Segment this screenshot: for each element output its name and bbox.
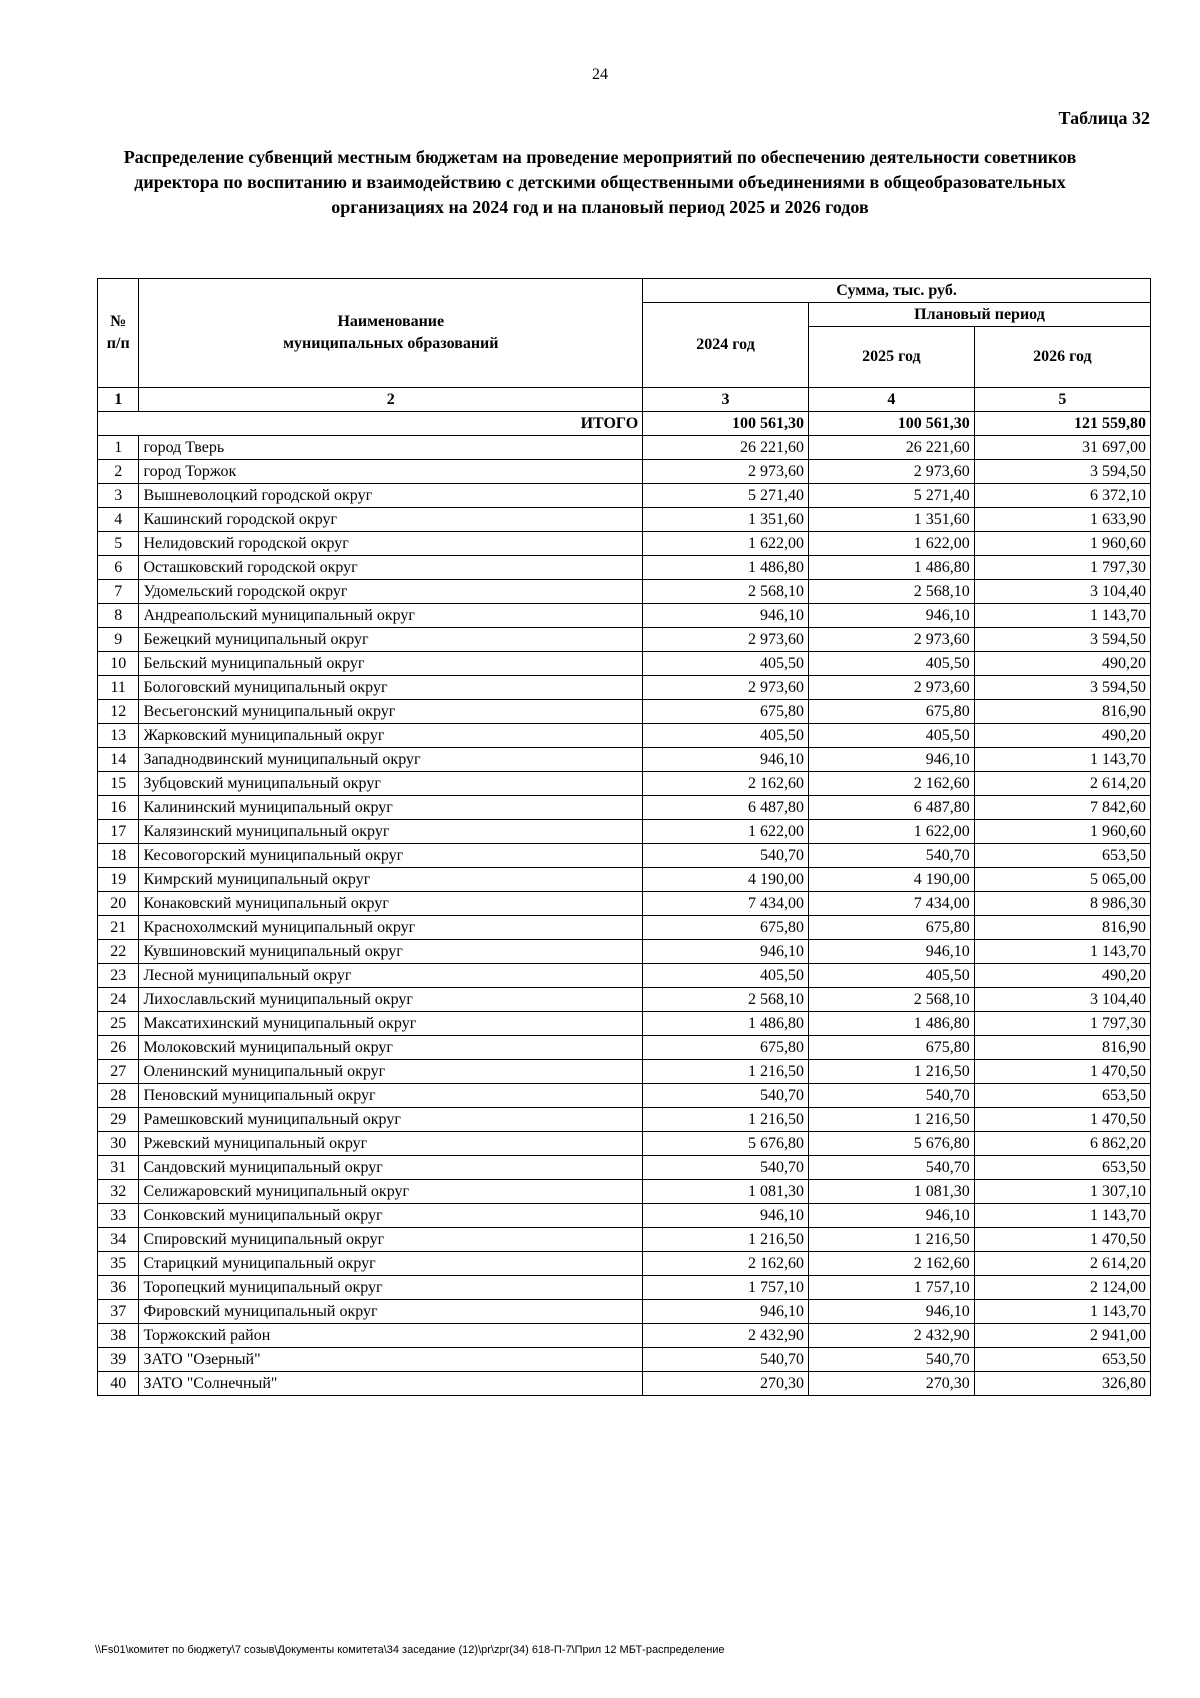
row-2024: 405,50 <box>643 652 809 676</box>
column-number-row <box>98 388 1151 412</box>
row-2025: 2 568,10 <box>808 580 974 604</box>
row-2024: 675,80 <box>643 1036 809 1060</box>
row-number: 20 <box>98 892 139 916</box>
row-name: ЗАТО "Солнечный" <box>139 1372 643 1396</box>
row-2025: 946,10 <box>808 748 974 772</box>
row-2025: 7 434,00 <box>808 892 974 916</box>
header-name-line2: муниципальных образований <box>283 335 499 352</box>
row-2025: 2 432,90 <box>808 1324 974 1348</box>
row-2025: 5 676,80 <box>808 1132 974 1156</box>
row-2024: 1 757,10 <box>643 1276 809 1300</box>
row-2025: 2 162,60 <box>808 772 974 796</box>
row-2024: 2 162,60 <box>643 772 809 796</box>
row-name: Сонковский муниципальный округ <box>139 1204 643 1228</box>
row-2024: 1 081,30 <box>643 1180 809 1204</box>
row-name: Кашинский городской округ <box>139 508 643 532</box>
row-number: 6 <box>98 556 139 580</box>
table-row <box>98 796 1151 820</box>
row-name: Сандовский муниципальный округ <box>139 1156 643 1180</box>
row-2024: 1 622,00 <box>643 820 809 844</box>
row-number: 32 <box>98 1180 139 1204</box>
total-2026: 121 559,80 <box>974 412 1150 436</box>
table-row <box>98 1204 1151 1228</box>
row-2026: 490,20 <box>974 964 1150 988</box>
row-name: Кесовогорский муниципальный округ <box>139 844 643 868</box>
row-name: Жарковский муниципальный округ <box>139 724 643 748</box>
row-name: Конаковский муниципальный округ <box>139 892 643 916</box>
row-2024: 270,30 <box>643 1372 809 1396</box>
table-row <box>98 556 1151 580</box>
row-2026: 3 594,50 <box>974 460 1150 484</box>
row-name: Кувшиновский муниципальный округ <box>139 940 643 964</box>
table-row <box>98 580 1151 604</box>
row-2026: 2 124,00 <box>974 1276 1150 1300</box>
row-2025: 1 216,50 <box>808 1108 974 1132</box>
row-name: Пеновский муниципальный округ <box>139 1084 643 1108</box>
row-2024: 405,50 <box>643 724 809 748</box>
row-2024: 2 973,60 <box>643 628 809 652</box>
row-number: 28 <box>98 1084 139 1108</box>
row-number: 40 <box>98 1372 139 1396</box>
table-row <box>98 988 1151 1012</box>
table-label: Таблица 32 <box>1058 108 1150 128</box>
row-2024: 7 434,00 <box>643 892 809 916</box>
footer-file-path: \\Fs01\комитет по бюджету\7 созыв\Документы комитета\34 заседание (12)\pr\zpr(34) 618-П-7\Прил 12 МБТ-распределение <box>95 1644 725 1656</box>
row-number: 30 <box>98 1132 139 1156</box>
table-row <box>98 1372 1151 1396</box>
row-name: Весьегонский муниципальный округ <box>139 700 643 724</box>
row-2025: 2 973,60 <box>808 676 974 700</box>
table-row <box>98 1108 1151 1132</box>
row-2025: 675,80 <box>808 916 974 940</box>
row-name: ЗАТО "Озерный" <box>139 1348 643 1372</box>
row-2026: 31 697,00 <box>974 436 1150 460</box>
row-2026: 6 372,10 <box>974 484 1150 508</box>
row-2026: 1 960,60 <box>974 532 1150 556</box>
row-2024: 4 190,00 <box>643 868 809 892</box>
row-2026: 2 941,00 <box>974 1324 1150 1348</box>
table-row <box>98 820 1151 844</box>
row-2025: 1 757,10 <box>808 1276 974 1300</box>
table-row <box>98 964 1151 988</box>
row-2024: 946,10 <box>643 1204 809 1228</box>
col-num: 5 <box>974 388 1150 412</box>
row-2025: 2 973,60 <box>808 628 974 652</box>
row-name: Селижаровский муниципальный округ <box>139 1180 643 1204</box>
row-2024: 540,70 <box>643 1348 809 1372</box>
row-name: Нелидовский городской округ <box>139 532 643 556</box>
row-2024: 2 973,60 <box>643 676 809 700</box>
row-name: Фировский муниципальный округ <box>139 1300 643 1324</box>
row-2025: 540,70 <box>808 1084 974 1108</box>
row-2024: 2 568,10 <box>643 988 809 1012</box>
total-label: ИТОГО <box>98 412 643 436</box>
row-name: Молоковский муниципальный округ <box>139 1036 643 1060</box>
row-number: 12 <box>98 700 139 724</box>
row-2026: 2 614,20 <box>974 1252 1150 1276</box>
header-name-line1: Наименование <box>337 313 445 330</box>
row-name: Лихославльский муниципальный округ <box>139 988 643 1012</box>
table-row <box>98 1324 1151 1348</box>
row-name: город Торжок <box>139 460 643 484</box>
row-2026: 1 143,70 <box>974 1300 1150 1324</box>
table-row <box>98 724 1151 748</box>
row-2026: 816,90 <box>974 700 1150 724</box>
table-row <box>98 676 1151 700</box>
row-2025: 946,10 <box>808 604 974 628</box>
row-2026: 3 104,40 <box>974 580 1150 604</box>
row-2026: 1 143,70 <box>974 940 1150 964</box>
total-2024: 100 561,30 <box>643 412 809 436</box>
table-row <box>98 916 1151 940</box>
row-2026: 1 470,50 <box>974 1060 1150 1084</box>
row-2025: 540,70 <box>808 844 974 868</box>
table-row <box>98 1036 1151 1060</box>
row-number: 21 <box>98 916 139 940</box>
row-2026: 3 104,40 <box>974 988 1150 1012</box>
row-2025: 270,30 <box>808 1372 974 1396</box>
row-number: 31 <box>98 1156 139 1180</box>
row-2024: 1 216,50 <box>643 1228 809 1252</box>
row-name: Бежецкий муниципальный округ <box>139 628 643 652</box>
row-name: Вышневолоцкий городской округ <box>139 484 643 508</box>
row-2025: 405,50 <box>808 724 974 748</box>
table-row <box>98 436 1151 460</box>
row-2024: 26 221,60 <box>643 436 809 460</box>
table-row <box>98 1300 1151 1324</box>
row-2025: 1 081,30 <box>808 1180 974 1204</box>
row-name: Зубцовский муниципальный округ <box>139 772 643 796</box>
row-name: Торопецкий муниципальный округ <box>139 1276 643 1300</box>
table-row <box>98 628 1151 652</box>
table-row <box>98 508 1151 532</box>
row-2024: 675,80 <box>643 700 809 724</box>
header-plan-period: Плановый период <box>808 303 1150 327</box>
row-2026: 653,50 <box>974 1348 1150 1372</box>
row-2025: 2 568,10 <box>808 988 974 1012</box>
row-name: Удомельский городской округ <box>139 580 643 604</box>
table-row <box>98 1156 1151 1180</box>
row-2024: 6 487,80 <box>643 796 809 820</box>
row-2025: 675,80 <box>808 700 974 724</box>
row-number: 38 <box>98 1324 139 1348</box>
row-number: 36 <box>98 1276 139 1300</box>
table-row <box>98 748 1151 772</box>
row-2025: 405,50 <box>808 652 974 676</box>
row-number: 17 <box>98 820 139 844</box>
row-2024: 2 432,90 <box>643 1324 809 1348</box>
row-2026: 1 143,70 <box>974 604 1150 628</box>
row-2024: 946,10 <box>643 940 809 964</box>
col-num: 4 <box>808 388 974 412</box>
row-2025: 2 162,60 <box>808 1252 974 1276</box>
table-row <box>98 868 1151 892</box>
row-number: 9 <box>98 628 139 652</box>
row-number: 5 <box>98 532 139 556</box>
row-2026: 816,90 <box>974 1036 1150 1060</box>
row-name: Краснохолмский муниципальный округ <box>139 916 643 940</box>
row-number: 1 <box>98 436 139 460</box>
row-2024: 1 486,80 <box>643 1012 809 1036</box>
table-row <box>98 1132 1151 1156</box>
row-2026: 8 986,30 <box>974 892 1150 916</box>
row-2024: 2 973,60 <box>643 460 809 484</box>
row-2025: 540,70 <box>808 1348 974 1372</box>
row-name: Западнодвинский муниципальный округ <box>139 748 643 772</box>
row-2026: 653,50 <box>974 844 1150 868</box>
subvention-table <box>97 278 1151 1396</box>
row-2024: 5 271,40 <box>643 484 809 508</box>
row-2026: 7 842,60 <box>974 796 1150 820</box>
table-row <box>98 1084 1151 1108</box>
row-2025: 26 221,60 <box>808 436 974 460</box>
table-row <box>98 532 1151 556</box>
row-2024: 675,80 <box>643 916 809 940</box>
row-number: 7 <box>98 580 139 604</box>
row-2026: 653,50 <box>974 1156 1150 1180</box>
total-row <box>98 412 1151 436</box>
row-2025: 946,10 <box>808 940 974 964</box>
table-row <box>98 940 1151 964</box>
row-2026: 1 960,60 <box>974 820 1150 844</box>
row-name: Спировский муниципальный округ <box>139 1228 643 1252</box>
table-row <box>98 1060 1151 1084</box>
row-2026: 1 470,50 <box>974 1228 1150 1252</box>
row-2025: 1 486,80 <box>808 1012 974 1036</box>
row-2025: 1 622,00 <box>808 532 974 556</box>
row-2025: 6 487,80 <box>808 796 974 820</box>
table-row <box>98 772 1151 796</box>
row-2026: 490,20 <box>974 652 1150 676</box>
row-number: 22 <box>98 940 139 964</box>
row-name: Торжокский район <box>139 1324 643 1348</box>
row-2025: 1 216,50 <box>808 1228 974 1252</box>
header-2025: 2025 год <box>808 327 974 388</box>
row-2024: 1 351,60 <box>643 508 809 532</box>
table-row <box>98 1012 1151 1036</box>
row-2025: 4 190,00 <box>808 868 974 892</box>
row-number: 8 <box>98 604 139 628</box>
table-row <box>98 700 1151 724</box>
row-2025: 946,10 <box>808 1204 974 1228</box>
table-row <box>98 1276 1151 1300</box>
table-row <box>98 652 1151 676</box>
header-sum: Сумма, тыс. руб. <box>643 279 1151 303</box>
row-2026: 326,80 <box>974 1372 1150 1396</box>
row-name: Рамешковский муниципальный округ <box>139 1108 643 1132</box>
table-row <box>98 1228 1151 1252</box>
table-row <box>98 1348 1151 1372</box>
row-number: 18 <box>98 844 139 868</box>
total-2025: 100 561,30 <box>808 412 974 436</box>
row-number: 19 <box>98 868 139 892</box>
row-2026: 653,50 <box>974 1084 1150 1108</box>
row-name: Осташковский городской округ <box>139 556 643 580</box>
row-number: 13 <box>98 724 139 748</box>
row-2025: 5 271,40 <box>808 484 974 508</box>
row-2024: 405,50 <box>643 964 809 988</box>
row-number: 27 <box>98 1060 139 1084</box>
col-num: 3 <box>643 388 809 412</box>
row-number: 23 <box>98 964 139 988</box>
header-no: № п/п <box>98 279 139 388</box>
row-name: Калининский муниципальный округ <box>139 796 643 820</box>
row-number: 3 <box>98 484 139 508</box>
row-number: 14 <box>98 748 139 772</box>
row-name: Лесной муниципальный округ <box>139 964 643 988</box>
row-2026: 1 797,30 <box>974 556 1150 580</box>
row-2026: 3 594,50 <box>974 676 1150 700</box>
row-2024: 1 216,50 <box>643 1108 809 1132</box>
row-2024: 1 486,80 <box>643 556 809 580</box>
row-2026: 2 614,20 <box>974 772 1150 796</box>
row-2026: 1 307,10 <box>974 1180 1150 1204</box>
row-number: 25 <box>98 1012 139 1036</box>
table-row <box>98 844 1151 868</box>
row-number: 39 <box>98 1348 139 1372</box>
document-title: Распределение субвенций местным бюджетам на проведение мероприятий по обеспечению деятельности советников директора по воспитанию и взаимодействию с детскими общественными объединениями в общеобразовательных организациях на 2024 год и на плановый период 2025 и 2026 годов <box>123 147 1077 217</box>
row-2026: 1 797,30 <box>974 1012 1150 1036</box>
row-name: Старицкий муниципальный округ <box>139 1252 643 1276</box>
row-2025: 2 973,60 <box>808 460 974 484</box>
row-number: 34 <box>98 1228 139 1252</box>
row-number: 2 <box>98 460 139 484</box>
row-2026: 1 143,70 <box>974 1204 1150 1228</box>
header-name <box>139 279 643 388</box>
row-name: Бельский муниципальный округ <box>139 652 643 676</box>
row-2026: 3 594,50 <box>974 628 1150 652</box>
row-name: Максатихинский муниципальный округ <box>139 1012 643 1036</box>
row-2024: 5 676,80 <box>643 1132 809 1156</box>
row-2025: 1 622,00 <box>808 820 974 844</box>
header-2024: 2024 год <box>643 303 809 388</box>
row-name: город Тверь <box>139 436 643 460</box>
row-2025: 540,70 <box>808 1156 974 1180</box>
row-number: 10 <box>98 652 139 676</box>
table-row <box>98 460 1151 484</box>
table-row <box>98 892 1151 916</box>
table-row <box>98 604 1151 628</box>
col-num: 2 <box>139 388 643 412</box>
row-2026: 816,90 <box>974 916 1150 940</box>
row-name: Калязинский муниципальный округ <box>139 820 643 844</box>
row-2024: 540,70 <box>643 844 809 868</box>
row-number: 16 <box>98 796 139 820</box>
row-2024: 1 622,00 <box>643 532 809 556</box>
row-2024: 540,70 <box>643 1156 809 1180</box>
row-2024: 540,70 <box>643 1084 809 1108</box>
page-number: 24 <box>592 66 608 83</box>
table-row <box>98 1252 1151 1276</box>
row-name: Бологовский муниципальный округ <box>139 676 643 700</box>
row-2024: 946,10 <box>643 1300 809 1324</box>
row-2026: 1 633,90 <box>974 508 1150 532</box>
row-name: Ржевский муниципальный округ <box>139 1132 643 1156</box>
row-number: 24 <box>98 988 139 1012</box>
row-number: 15 <box>98 772 139 796</box>
row-2026: 490,20 <box>974 724 1150 748</box>
row-number: 33 <box>98 1204 139 1228</box>
row-2024: 2 162,60 <box>643 1252 809 1276</box>
row-2025: 1 486,80 <box>808 556 974 580</box>
row-2025: 1 351,60 <box>808 508 974 532</box>
row-2025: 405,50 <box>808 964 974 988</box>
row-2025: 946,10 <box>808 1300 974 1324</box>
row-number: 35 <box>98 1252 139 1276</box>
row-name: Оленинский муниципальный округ <box>139 1060 643 1084</box>
table-row <box>98 484 1151 508</box>
row-2026: 1 143,70 <box>974 748 1150 772</box>
row-number: 37 <box>98 1300 139 1324</box>
row-2026: 6 862,20 <box>974 1132 1150 1156</box>
row-number: 29 <box>98 1108 139 1132</box>
header-2026: 2026 год <box>974 327 1150 388</box>
row-name: Кимрский муниципальный округ <box>139 868 643 892</box>
row-2024: 946,10 <box>643 604 809 628</box>
row-2026: 5 065,00 <box>974 868 1150 892</box>
row-number: 26 <box>98 1036 139 1060</box>
row-number: 4 <box>98 508 139 532</box>
row-2025: 1 216,50 <box>808 1060 974 1084</box>
row-name: Андреапольский муниципальный округ <box>139 604 643 628</box>
row-number: 11 <box>98 676 139 700</box>
row-2024: 1 216,50 <box>643 1060 809 1084</box>
row-2024: 2 568,10 <box>643 580 809 604</box>
row-2025: 675,80 <box>808 1036 974 1060</box>
row-2026: 1 470,50 <box>974 1108 1150 1132</box>
table-row <box>98 1180 1151 1204</box>
row-2024: 946,10 <box>643 748 809 772</box>
col-num: 1 <box>98 388 139 412</box>
